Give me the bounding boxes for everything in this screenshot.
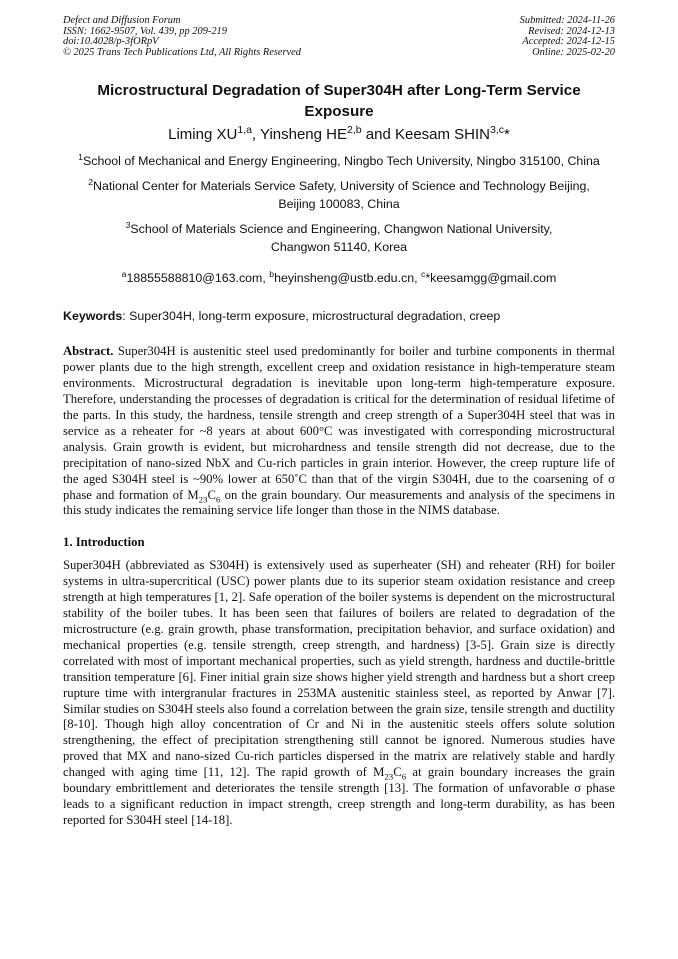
author-separator: ,: [251, 126, 260, 144]
author-name: Keesam SHIN: [394, 126, 491, 144]
body-text: at grain boundary increases the grain boundary embrittlement and deteriorates the tensile strength [13]. The formation of unfavorable σ phase leads to a significant reduction in impact strength, creep strength and long-term durability, as has been reported for S304H steel [14-18].: [63, 765, 615, 827]
abstract-label: Abstract.: [63, 344, 114, 359]
keywords: [63, 308, 615, 325]
email-mark: b: [269, 268, 275, 279]
body-text: C: [393, 765, 402, 780]
journal-header: [63, 16, 615, 58]
online-date: Online: 2025-02-20: [532, 46, 615, 58]
affiliation-text: School of Materials Science and Engineering, Changwon National University,: [130, 221, 553, 236]
email-address[interactable]: 18855588810@163.com,: [126, 270, 270, 285]
copyright-line: © 2025 Trans Tech Publications Ltd, All Rights Reserved: [63, 46, 301, 58]
keywords-text: : Super304H, long-term exposure, microstructural degradation, creep: [122, 309, 501, 324]
abstract: [63, 344, 615, 519]
email-address[interactable]: heyinsheng@ustb.edu.cn,: [274, 270, 421, 285]
doi-line: doi:10.4028/p-3fORpV: [63, 36, 159, 48]
abstract-text: C: [207, 487, 217, 502]
subscript: 23: [198, 494, 208, 505]
paper-page: [63, 16, 615, 829]
corresponding-mark: *: [504, 126, 510, 144]
affiliation-text: School of Mechanical and Energy Engineering, Ningbo Tech University, Ningbo 315100, China: [83, 154, 600, 169]
publication-dates: [520, 16, 615, 58]
body-text: Super304H (abbreviated as S304H) is extensively used as superheater (SH) and reheater (RH) for boiler systems in ultra-supercritical (USC) power plants due to its superior steam oxidation resistance and creep strength at high temperatures [1, 2]. Safe operation of the boiler systems is dependent on the microstructural stability of the boiler tubes. It has been seen that failures of boilers are related to degradation of the microstructure (e.g. grain growth, phase transformation, precipitation behavior, and surface oxidation) and mechanical properties (e.g. tensile strength, creep strength, and hardness) [3-5]. Grain size is directly correlated with most of important mechanical properties, such as yield strength, hardness and ductile-brittle transition temperature [6]. Finer initial grain size shows higher yield strength and hardness but a short creep rupture time with intergranular fractures in 253MA austenitic stainless steel, as reported by Anwar [7]. Similar studies on S304H steels also found a correlation between the grain size, tensile strength and ductility [8-10]. Though high alloy concentration of Cr and Ni in the austenitic steels offers solute solution strengthening, the effect of precipitation strengthening still cannot be ignored. Numerous studies have proved that MX and nano-sized Cu-rich particles dispersed in the matrix are relatively stable and hardly changed with aging time [11, 12]. The rapid growth of M: [63, 558, 615, 780]
section-heading: 1. Introduction: [63, 535, 145, 550]
abstract-text: on the grain boundary. Our measurements and analysis of the specimens in this study indicates the remaining service life longer than those in the NIMS database.: [63, 487, 615, 518]
affiliation-text: Changwon 51140, Korea: [270, 240, 408, 255]
affiliation-1: [63, 152, 615, 171]
subscript: 23: [384, 771, 394, 782]
revised-date: Revised: 2024-12-13: [528, 25, 615, 37]
affiliation-3: [63, 220, 615, 257]
accepted-date: Accepted: 2024-12-15: [522, 36, 615, 48]
author-name: Liming XU: [168, 126, 238, 144]
affiliation-number: 2: [88, 176, 94, 187]
abstract-text: Super304H is austenitic steel used predominantly for boiler and turbine components in thermal power plants due to the high strength, excellent creep and oxidation resistance in high-temperature steam environments. Microstructural degradation is inevitable upon long-term high-temperature exposure. Therefore, understanding the processes of degradation is critical for the determination of residual lifetime of the parts. In this study, the hardness, tensile strength and creep strength of a Super304H steel that was in service as a reheater for ~8 years at about 600°C was investigated with corresponding microstructural analysis. Grain growth is evident, but microhardness and tensile strength did not decrease, due to the precipitation of nano-sized NbX and Cu-rich particles in grain interior. However, the creep rupture life of the aged S304H steel is ~90% lower at 650˚C than that of the virgin S304H, due to the coarsening of σ phase and formation of M: [63, 344, 615, 502]
author-name: Yinsheng HE: [260, 126, 347, 144]
author-affiliation-mark: 2,b: [347, 124, 362, 137]
keywords-label: Keywords: [63, 309, 123, 324]
submitted-date: Submitted: 2024-11-26: [519, 15, 615, 26]
affiliation-number: 3: [125, 219, 131, 230]
journal-info: [63, 16, 301, 58]
author-separator: and: [361, 126, 395, 144]
affiliation-number: 1: [78, 152, 83, 163]
issn-line: ISSN: 1662-9507, Vol. 439, pp 209-219: [63, 25, 227, 37]
affiliation-text: Beijing 100083, China: [278, 197, 400, 212]
affiliation-2: [63, 177, 615, 214]
affiliation-text: National Center for Materials Service Safety, University of Science and Technology Beijing,: [93, 178, 590, 193]
journal-name: Defect and Diffusion Forum: [63, 15, 181, 26]
author-affiliation-mark: 3,c: [490, 124, 505, 137]
email-mark: c: [421, 268, 426, 279]
introduction-paragraph: [63, 558, 615, 828]
author-emails: [63, 269, 615, 288]
author-list: [63, 125, 615, 145]
author-affiliation-mark: 1,a: [237, 124, 252, 137]
paper-title: Microstructural Degradation of Super304H after Long-Term Service Exposure: [97, 82, 581, 121]
subscript: 6: [216, 494, 221, 505]
subscript: 6: [401, 771, 407, 782]
email-mark: a: [121, 268, 127, 279]
email-address[interactable]: *keesamgg@gmail.com: [425, 270, 557, 285]
